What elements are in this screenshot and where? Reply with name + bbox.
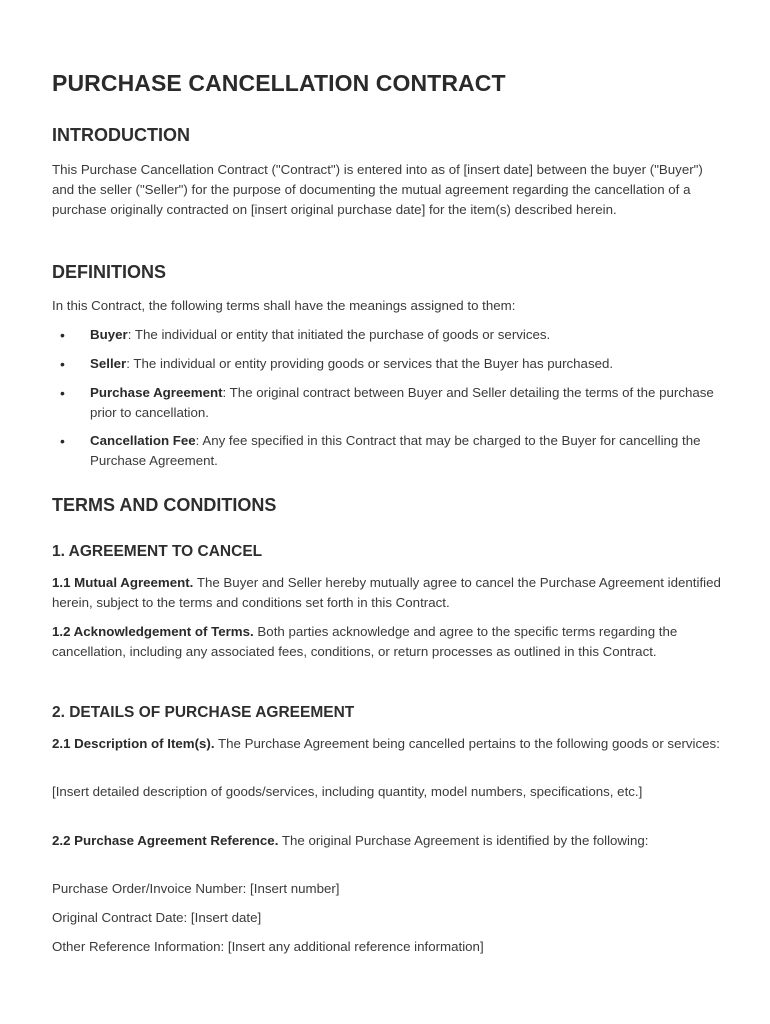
bullet-cancellation-fee: • <box>60 433 65 449</box>
section2-heading: 2. DETAILS OF PURCHASE AGREEMENT <box>52 704 355 721</box>
clause-label: 2.2 Purchase Agreement Reference. <box>52 833 279 848</box>
definition-text: : The individual or entity that initiated the purchase of goods or services. <box>127 327 551 342</box>
definition-text: : The original contract between Buyer and Seller detailing the terms of the purchase prior to cancellation. <box>90 385 714 420</box>
bullet-purchase-agreement: • <box>60 385 65 401</box>
definition-term: Cancellation Fee <box>90 433 196 448</box>
definition-term: Seller <box>90 356 127 371</box>
reference-other-info: Other Reference Information: [Insert any additional reference information] <box>52 939 484 954</box>
reference-invoice-number: Purchase Order/Invoice Number: [Insert number] <box>52 881 340 896</box>
introduction-heading: INTRODUCTION <box>52 125 190 145</box>
definition-text: : The individual or entity providing goods or services that the Buyer has purchased. <box>126 356 614 371</box>
reference-contract-date: Original Contract Date: [Insert date] <box>52 910 262 925</box>
definitions-intro: In this Contract, the following terms shall have the meanings assigned to them: <box>52 298 516 313</box>
definition-cancellation-fee <box>90 431 720 471</box>
clause-text: The original Purchase Agreement is identified by the following: <box>278 833 649 848</box>
definition-term: Purchase Agreement <box>90 385 223 400</box>
clause-2-1 <box>52 734 722 754</box>
introduction-text: This Purchase Cancellation Contract ("Contract") is entered into as of [insert date] between the buyer ("Buyer") and the seller ("Seller") for the purpose of documenting the mutual agreement regarding the cancellation of a purchase originally contracted on [insert original purchase date] for the item(s) described herein. <box>52 162 703 217</box>
definition-purchase-agreement <box>90 383 720 423</box>
clause-2-2 <box>52 831 722 851</box>
clause-text: The Buyer and Seller hereby mutually agree to cancel the Purchase Agreement identified herein, subject to the terms and conditions set forth in this Contract. <box>52 575 721 610</box>
definitions-heading: DEFINITIONS <box>52 262 167 282</box>
clause-label: 1.1 Mutual Agreement. <box>52 575 194 590</box>
clause-text: The Purchase Agreement being cancelled pertains to the following goods or services: <box>214 736 720 751</box>
definition-term: Buyer <box>90 327 128 342</box>
definition-buyer <box>90 325 720 345</box>
definition-seller <box>90 354 720 374</box>
bullet-buyer: • <box>60 327 65 343</box>
clause-label: 1.2 Acknowledgement of Terms. <box>52 624 254 639</box>
section1-heading: 1. AGREEMENT TO CANCEL <box>52 543 263 560</box>
clause-1-2 <box>52 622 722 662</box>
terms-heading: TERMS AND CONDITIONS <box>52 495 277 515</box>
clause-text: Both parties acknowledge and agree to the specific terms regarding the cancellation, including any associated fees, conditions, or return processes as outlined in this Contract. <box>52 624 678 659</box>
bullet-seller: • <box>60 356 65 372</box>
description-placeholder: [Insert detailed description of goods/services, including quantity, model numbers, specifications, etc.] <box>52 784 643 799</box>
document-title: PURCHASE CANCELLATION CONTRACT <box>52 70 506 96</box>
definition-text: : Any fee specified in this Contract that may be charged to the Buyer for cancelling the Purchase Agreement. <box>90 433 701 468</box>
clause-1-1 <box>52 573 722 613</box>
clause-label: 2.1 Description of Item(s). <box>52 736 215 751</box>
